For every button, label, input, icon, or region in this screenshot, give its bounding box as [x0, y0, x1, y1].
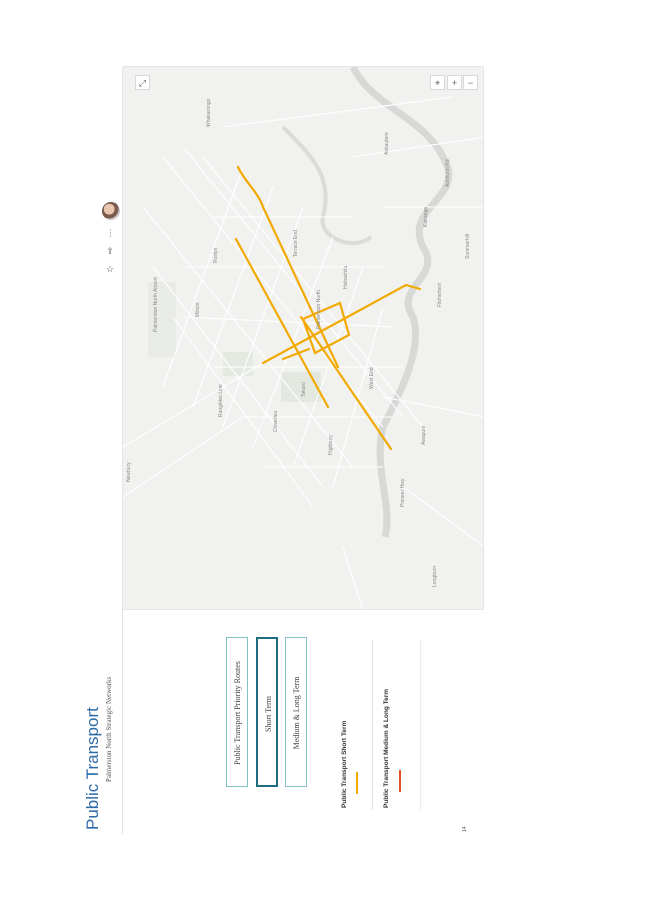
map-canvas[interactable]	[123, 67, 484, 610]
map-label: Palmerston North	[316, 290, 322, 329]
tab-label: Public Transport Priority Routes	[233, 661, 242, 765]
tab-short-term[interactable]	[256, 637, 278, 787]
page-number: 14	[462, 826, 468, 832]
map-label: Summerhill	[465, 233, 471, 259]
map-label: Palmerston North Airport	[153, 277, 159, 332]
map-label: Fitzherbert	[437, 283, 443, 307]
map-label: Takaro	[301, 381, 307, 397]
map-label: Milson	[195, 302, 201, 317]
map-view[interactable]	[122, 66, 484, 610]
tab-priority-routes[interactable]	[226, 637, 248, 787]
legend-divider	[420, 640, 421, 810]
star-icon[interactable]: ☆	[105, 264, 115, 274]
expand-map-button[interactable]: ⤢	[135, 75, 150, 90]
tab-label: Medium & Long Term	[292, 676, 301, 750]
legend-medium-long-label: Public Transport Medium & Long Term	[383, 688, 390, 808]
map-label: Aokautere	[384, 132, 390, 155]
zoom-out-button[interactable]: −	[463, 75, 478, 90]
map-label: Newbury	[126, 462, 132, 482]
locate-button[interactable]: ⌖	[430, 75, 445, 90]
legend-divider	[372, 640, 373, 810]
map-label: Roslyn	[213, 247, 219, 263]
map-label: Ashhurst Rd	[445, 159, 451, 187]
divider	[122, 608, 123, 834]
map-label: Highbury	[328, 434, 334, 455]
map-label: Hokowhitu	[343, 265, 349, 289]
map-label: West End	[369, 367, 375, 389]
share-icon[interactable]: ⇪	[106, 246, 114, 256]
map-label: Whakarongo	[206, 98, 212, 127]
tab-medium-long-term[interactable]	[285, 637, 307, 787]
map-label: Awapuni	[421, 425, 427, 445]
avatar[interactable]	[102, 202, 120, 220]
legend-medium-long-swatch	[399, 770, 401, 792]
street-grid	[123, 97, 484, 610]
legend-short-term-label: Public Transport Short Term	[341, 720, 348, 808]
zoom-in-button[interactable]: +	[447, 75, 462, 90]
map-label: Longburn	[432, 565, 438, 587]
page-subtitle: Palmerston North Strategic Networks	[105, 676, 113, 782]
map-label: Cloverlea	[273, 410, 279, 432]
legend-short-term-swatch	[356, 772, 358, 794]
tab-label: Short Term	[264, 696, 273, 732]
map-label: Pioneer Hwy	[400, 478, 406, 507]
map-label: Kairanga	[423, 206, 429, 227]
map-label: Rangitikei Line	[218, 384, 224, 417]
more-icon[interactable]: ···	[105, 228, 115, 238]
page-title: Public Transport	[83, 707, 102, 830]
map-label: Terrace End	[293, 230, 299, 257]
